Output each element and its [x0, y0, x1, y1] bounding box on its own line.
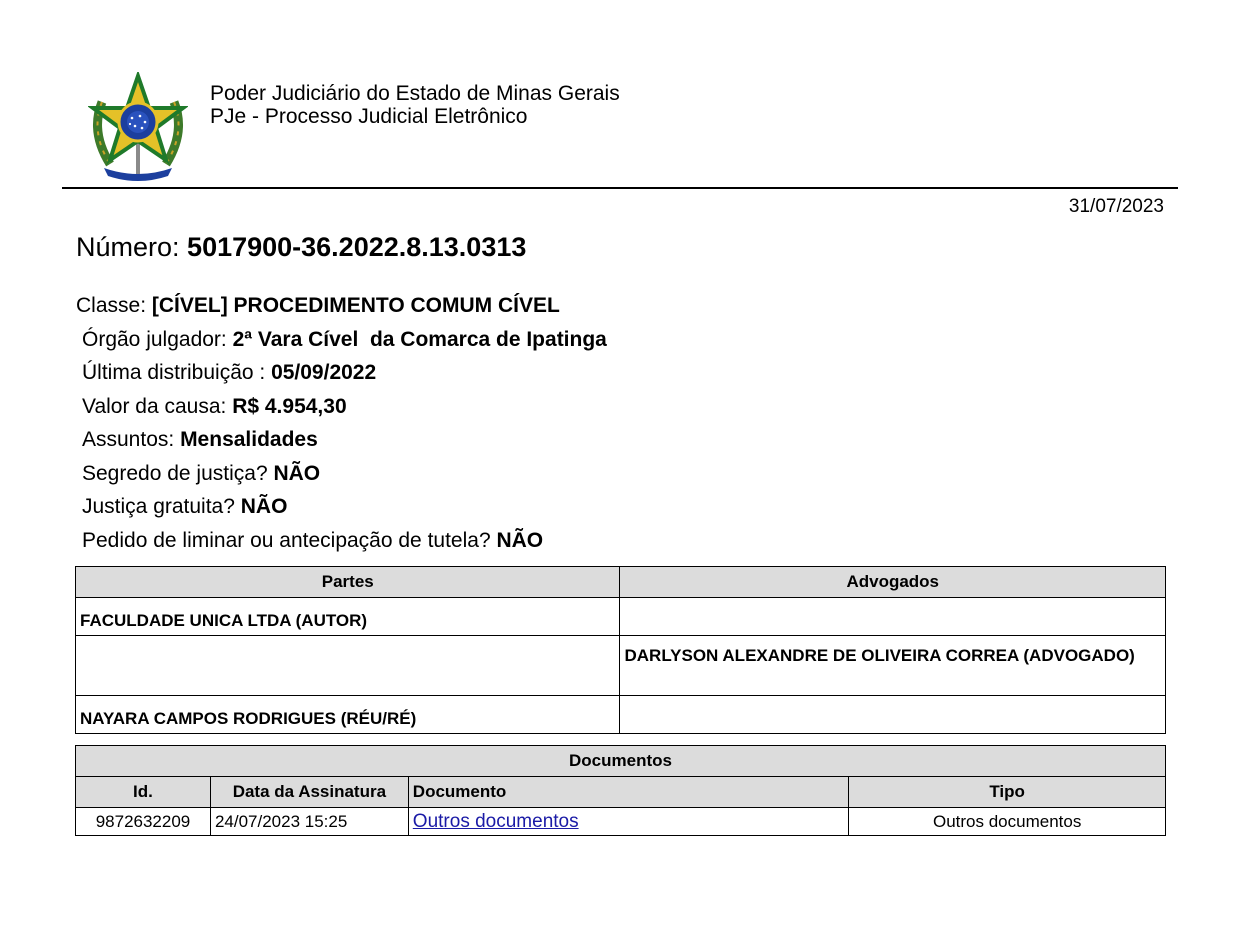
doc-type-cell: Outros documentos — [849, 808, 1166, 836]
header-divider — [62, 187, 1178, 189]
info-value: 2ª Vara Cível da Comarca de Ipatinga — [232, 327, 607, 351]
system-name: PJe - Processo Judicial Eletrônico — [210, 105, 528, 128]
document-link[interactable]: Outros documentos — [412, 810, 579, 832]
doc-id-cell: 9872632209 — [76, 808, 211, 836]
process-number — [76, 232, 526, 263]
table-row — [76, 636, 1166, 696]
info-label: Justiça gratuita? — [82, 495, 241, 518]
advogado-cell — [620, 598, 1166, 636]
info-label: Segredo de justiça? — [82, 461, 274, 485]
info-value: [CÍVEL] PROCEDIMENTO COMUM CÍVEL — [151, 294, 560, 317]
info-value: NÃO — [273, 461, 321, 485]
info-row-gratuita — [76, 492, 607, 526]
partes-table — [75, 566, 1166, 734]
info-value: 05/09/2022 — [271, 361, 377, 384]
id-header: Id. — [76, 777, 211, 808]
tipo-header: Tipo — [849, 777, 1166, 808]
info-value: NÃO — [496, 528, 544, 552]
info-value: NÃO — [240, 495, 288, 518]
doc-date-cell: 24/07/2023 15:25 — [210, 808, 408, 836]
info-label: Órgão julgador: — [82, 327, 233, 351]
process-number-label: Número: — [76, 232, 188, 262]
documentos-table — [75, 745, 1166, 836]
info-label: Pedido de liminar ou antecipação de tutela? — [82, 528, 497, 552]
advogado-cell — [620, 696, 1166, 734]
table-header-row — [76, 777, 1166, 808]
document-date: 31/07/2023 — [1068, 196, 1164, 217]
advogado-cell: DARLYSON ALEXANDRE DE OLIVEIRA CORREA (ADVOGADO) — [620, 636, 1166, 696]
info-row-distribuicao — [76, 358, 607, 392]
page-header — [62, 70, 1178, 188]
header-title — [210, 82, 620, 128]
info-row-segredo — [76, 459, 607, 493]
doc-link-cell — [408, 808, 849, 836]
info-row-classe — [76, 291, 607, 325]
info-label: Valor da causa: — [82, 394, 233, 418]
parte-cell: NAYARA CAMPOS RODRIGUES (RÉU/RÉ) — [76, 696, 620, 734]
documento-header: Documento — [408, 777, 849, 808]
process-number-value: 5017900-36.2022.8.13.0313 — [187, 232, 527, 262]
table-row — [76, 696, 1166, 734]
info-row-assuntos — [76, 425, 607, 459]
table-title-row — [76, 746, 1166, 777]
info-label: Última distribuição : — [82, 361, 272, 384]
info-value: Mensalidades — [180, 428, 318, 451]
parte-cell: FACULDADE UNICA LTDA (AUTOR) — [76, 598, 620, 636]
info-value: R$ 4.954,30 — [232, 394, 347, 418]
advogados-header: Advogados — [620, 567, 1166, 598]
court-name: Poder Judiciário do Estado de Minas Gerais — [210, 82, 620, 105]
table-header-row — [76, 567, 1166, 598]
table-row — [76, 598, 1166, 636]
brazil-coat-of-arms-icon — [88, 72, 188, 184]
info-label: Assuntos: — [82, 428, 181, 451]
parte-cell — [76, 636, 620, 696]
process-info — [76, 291, 607, 559]
info-row-orgao — [76, 325, 607, 359]
info-row-liminar — [76, 526, 607, 560]
table-row — [76, 808, 1166, 836]
partes-header: Partes — [76, 567, 620, 598]
info-row-valor — [76, 392, 607, 426]
info-label: Classe: — [76, 294, 152, 317]
data-header: Data da Assinatura — [210, 777, 408, 808]
documentos-title: Documentos — [76, 746, 1166, 777]
